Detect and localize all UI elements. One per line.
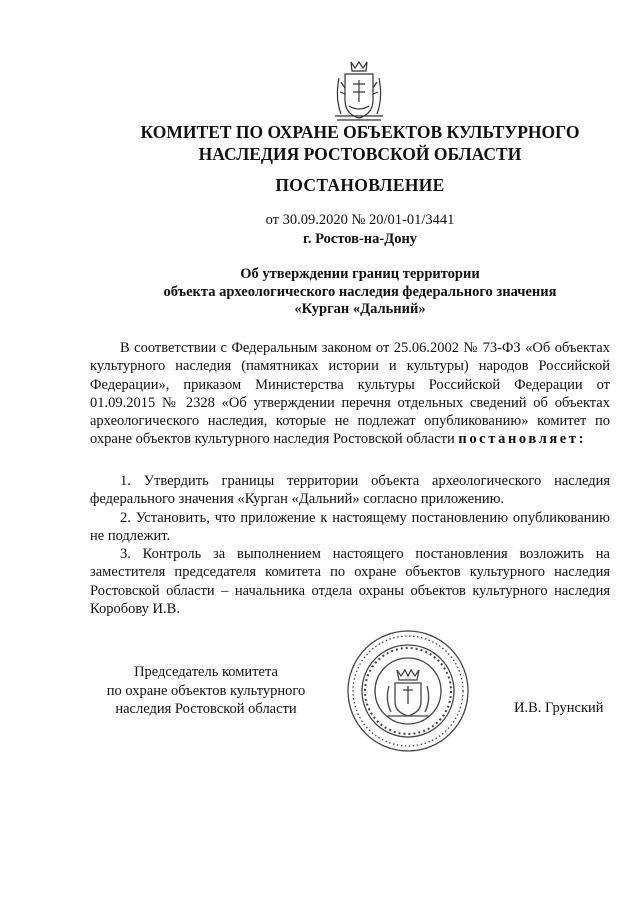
signatory-name: И.В. Грунский [514, 700, 604, 716]
decree-item-1: 1. Утвердить границы территории объекта археологического наследия федерального значения «Курган «Дальний» согласно приложению. [90, 473, 610, 508]
coat-of-arms-icon [331, 58, 387, 124]
org-name-line1: КОМИТЕТ ПО ОХРАНЕ ОБЪЕКТОВ КУЛЬТУРНОГО [140, 122, 580, 142]
subject-line1: Об утверждении границ территории [240, 266, 480, 282]
organization-name [80, 121, 640, 165]
preamble-paragraph [90, 339, 610, 449]
subject-line3: «Курган «Дальний» [294, 301, 426, 317]
official-seal-icon [345, 628, 471, 754]
subject-line2: объекта археологического наследия федерального значения [163, 283, 557, 300]
signatory-title-line2: по охране объектов культурного [106, 682, 306, 699]
document-type: ПОСТАНОВЛЕНИЕ [275, 175, 445, 195]
city: г. Ростов-на-Дону [302, 231, 418, 247]
date-and-number: от 30.09.2020 № 20/01-01/3441 [265, 212, 455, 228]
signatory-title-line3: наследия Ростовской области [115, 701, 297, 717]
decree-word: постановляет: [458, 431, 586, 448]
document-subject [80, 266, 640, 319]
decree-items [90, 472, 610, 618]
signatory-title [76, 663, 336, 719]
preamble-text: В соответствии с Федеральным законом от 25.06.2002 № 73-ФЗ «Об объектах культурного наследия (памятниках истории и культуры) народов Российской Федерации», приказом Министерства культуры Российской Федерации от 01.09.2015 № 2328 «Об утверждении перечня отдельных сведений об объектах археологического наследия, которые не подлежат опубликованию» комитет по охране объектов культурного наследия Ростовской области [90, 340, 610, 448]
decree-item-3: 3. Контроль за выполнением настоящего постановления возложить на заместителя председателя комитета по охране объектов культурного наследия Ростовской области – начальника отдела охраны объектов культурного наследия Коробову И.В. [90, 546, 610, 618]
org-name-line2: НАСЛЕДИЯ РОСТОВСКОЙ ОБЛАСТИ [198, 144, 522, 164]
signatory-title-line1: Председатель комитета [134, 664, 278, 680]
decree-item-2: 2. Установить, что приложение к настоящему постановлению опубликованию не подлежит. [90, 509, 610, 544]
